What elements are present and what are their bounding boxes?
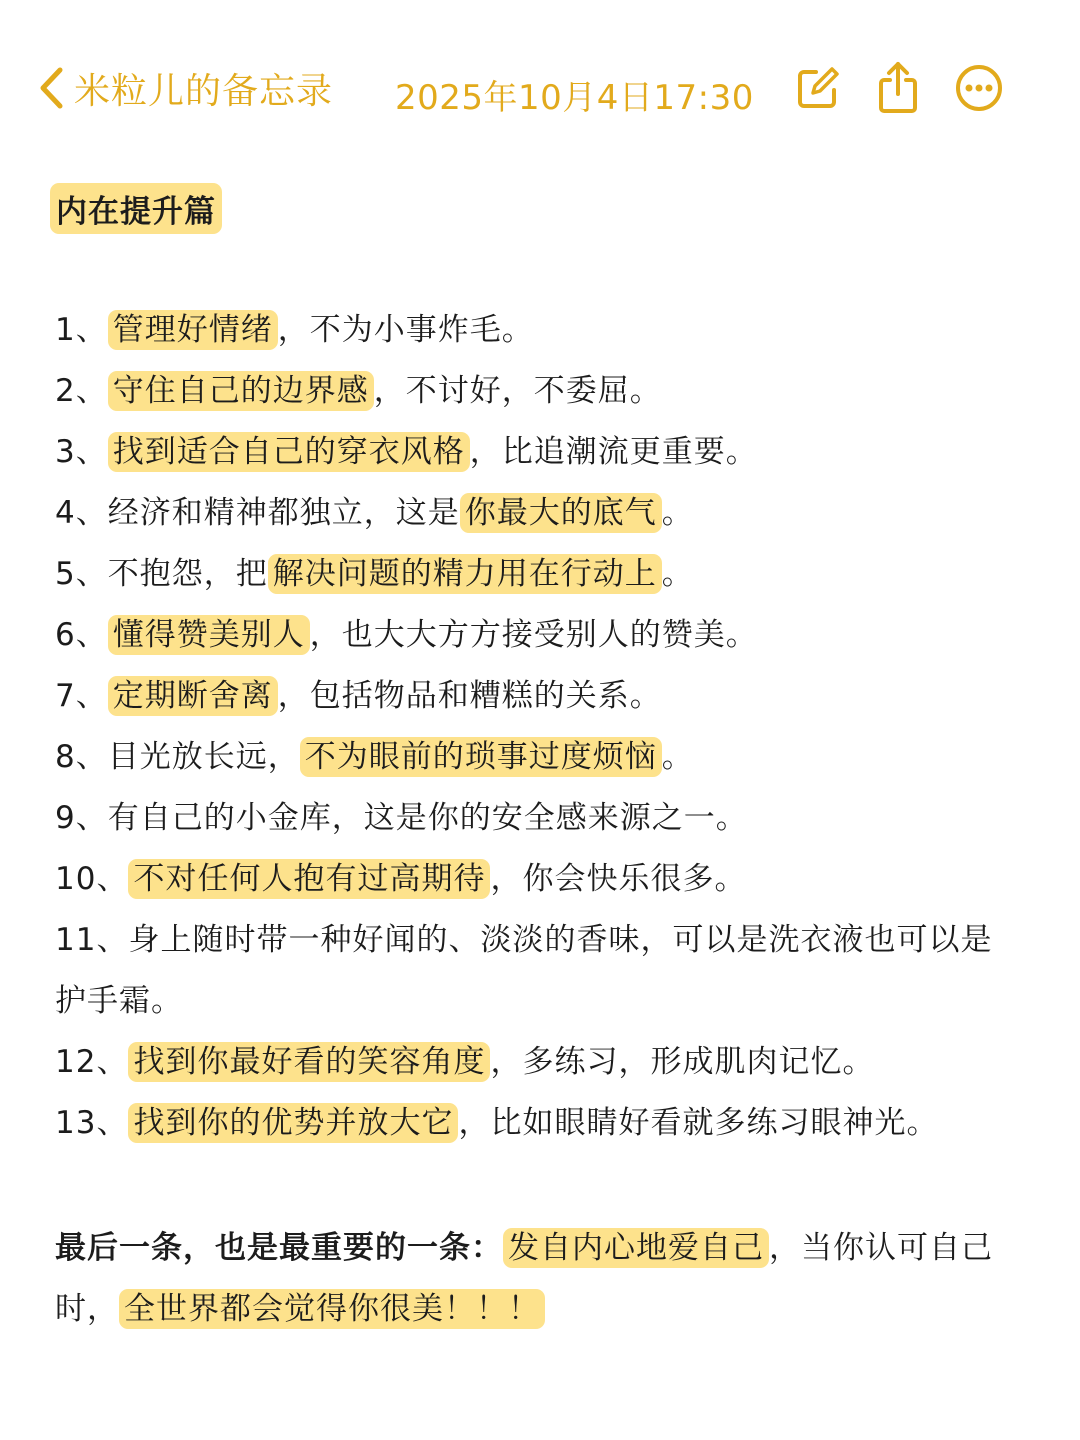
back-button[interactable] <box>38 60 333 116</box>
item-text: ，不为小事炸毛。 <box>277 312 534 348</box>
final-highlight-2: 全世界都会觉得你很美！！！ <box>119 1289 545 1329</box>
more-button[interactable] <box>951 58 1007 118</box>
item-text: ，也大大方方接受别人的赞美。 <box>309 617 758 653</box>
item-highlight: 定期断舍离 <box>108 676 278 716</box>
item-number: 9、 <box>55 800 108 836</box>
item-text: ，包括物品和糟糕的关系。 <box>277 678 662 714</box>
item-highlight: 守住自己的边界感 <box>108 371 374 411</box>
list-item <box>55 605 1020 666</box>
list-item <box>55 1093 1020 1154</box>
share-icon <box>874 60 922 116</box>
item-text: ，多练习，形成肌肉记忆。 <box>490 1044 875 1080</box>
tips-list <box>55 300 1020 1154</box>
list-item <box>55 1032 1020 1093</box>
item-text: ，不讨好，不委屈。 <box>373 373 662 409</box>
chevron-left-icon <box>38 66 64 110</box>
item-number: 12、 <box>55 1044 129 1080</box>
share-button[interactable] <box>870 58 926 118</box>
final-text: ，当你认可自己时， <box>55 1230 993 1327</box>
list-item <box>55 422 1020 483</box>
item-number: 8、 <box>55 739 108 775</box>
item-number: 11、 <box>55 922 129 958</box>
item-text: 。 <box>661 495 694 531</box>
list-item <box>55 361 1020 422</box>
note-timestamp: 2025年10月4日17:30 <box>395 78 754 118</box>
list-item <box>55 849 1020 910</box>
item-highlight: 找到你的优势并放大它 <box>128 1103 458 1143</box>
list-item <box>55 300 1020 361</box>
item-highlight: 不为眼前的琐事过度烦恼 <box>300 737 662 777</box>
back-title: 米粒儿的备忘录 <box>74 70 334 112</box>
item-highlight: 找到你最好看的笑容角度 <box>128 1042 490 1082</box>
item-number: 6、 <box>55 617 108 653</box>
item-text: ，比追潮流更重要。 <box>469 434 758 470</box>
item-text: 身上随时带一种好闻的、淡淡的香味，可以是洗衣液也可以是护手霜。 <box>55 922 993 1019</box>
list-item <box>55 910 1020 1032</box>
item-text: 。 <box>661 556 694 592</box>
item-number: 7、 <box>55 678 108 714</box>
item-text: 目光放长远， <box>107 739 300 775</box>
item-number: 1、 <box>55 312 108 348</box>
item-number: 4、 <box>55 495 108 531</box>
item-highlight: 管理好情绪 <box>108 310 278 350</box>
list-item <box>55 788 1020 849</box>
item-highlight: 你最大的底气 <box>460 493 662 533</box>
item-number: 5、 <box>55 556 108 592</box>
item-text: ，比如眼睛好看就多练习眼神光。 <box>458 1105 939 1141</box>
compose-button[interactable] <box>790 58 846 118</box>
final-highlight-1: 发自内心地爱自己 <box>503 1228 769 1268</box>
list-item <box>55 544 1020 605</box>
item-number: 10、 <box>55 861 129 897</box>
list-item <box>55 483 1020 544</box>
list-item <box>55 666 1020 727</box>
top-bar <box>0 50 1080 126</box>
item-highlight: 不对任何人抱有过高期待 <box>128 859 490 899</box>
item-text: 。 <box>661 739 694 775</box>
item-highlight: 解决问题的精力用在行动上 <box>268 554 662 594</box>
note-heading: 内在提升篇 <box>50 183 222 234</box>
list-item <box>55 727 1020 788</box>
compose-icon <box>794 64 842 112</box>
item-highlight: 懂得赞美别人 <box>108 615 310 655</box>
item-number: 3、 <box>55 434 108 470</box>
final-bold-text: 最后一条，也是最重要的一条： <box>55 1230 503 1266</box>
item-text: 经济和精神都独立，这是 <box>107 495 460 531</box>
more-icon <box>954 63 1004 113</box>
item-text: 不抱怨，把 <box>107 556 268 592</box>
item-text: 有自己的小金库，这是你的安全感来源之一。 <box>107 800 748 836</box>
item-number: 13、 <box>55 1105 129 1141</box>
item-highlight: 找到适合自己的穿衣风格 <box>108 432 470 472</box>
final-paragraph <box>55 1218 1020 1340</box>
item-text: ，你会快乐很多。 <box>490 861 747 897</box>
item-number: 2、 <box>55 373 108 409</box>
